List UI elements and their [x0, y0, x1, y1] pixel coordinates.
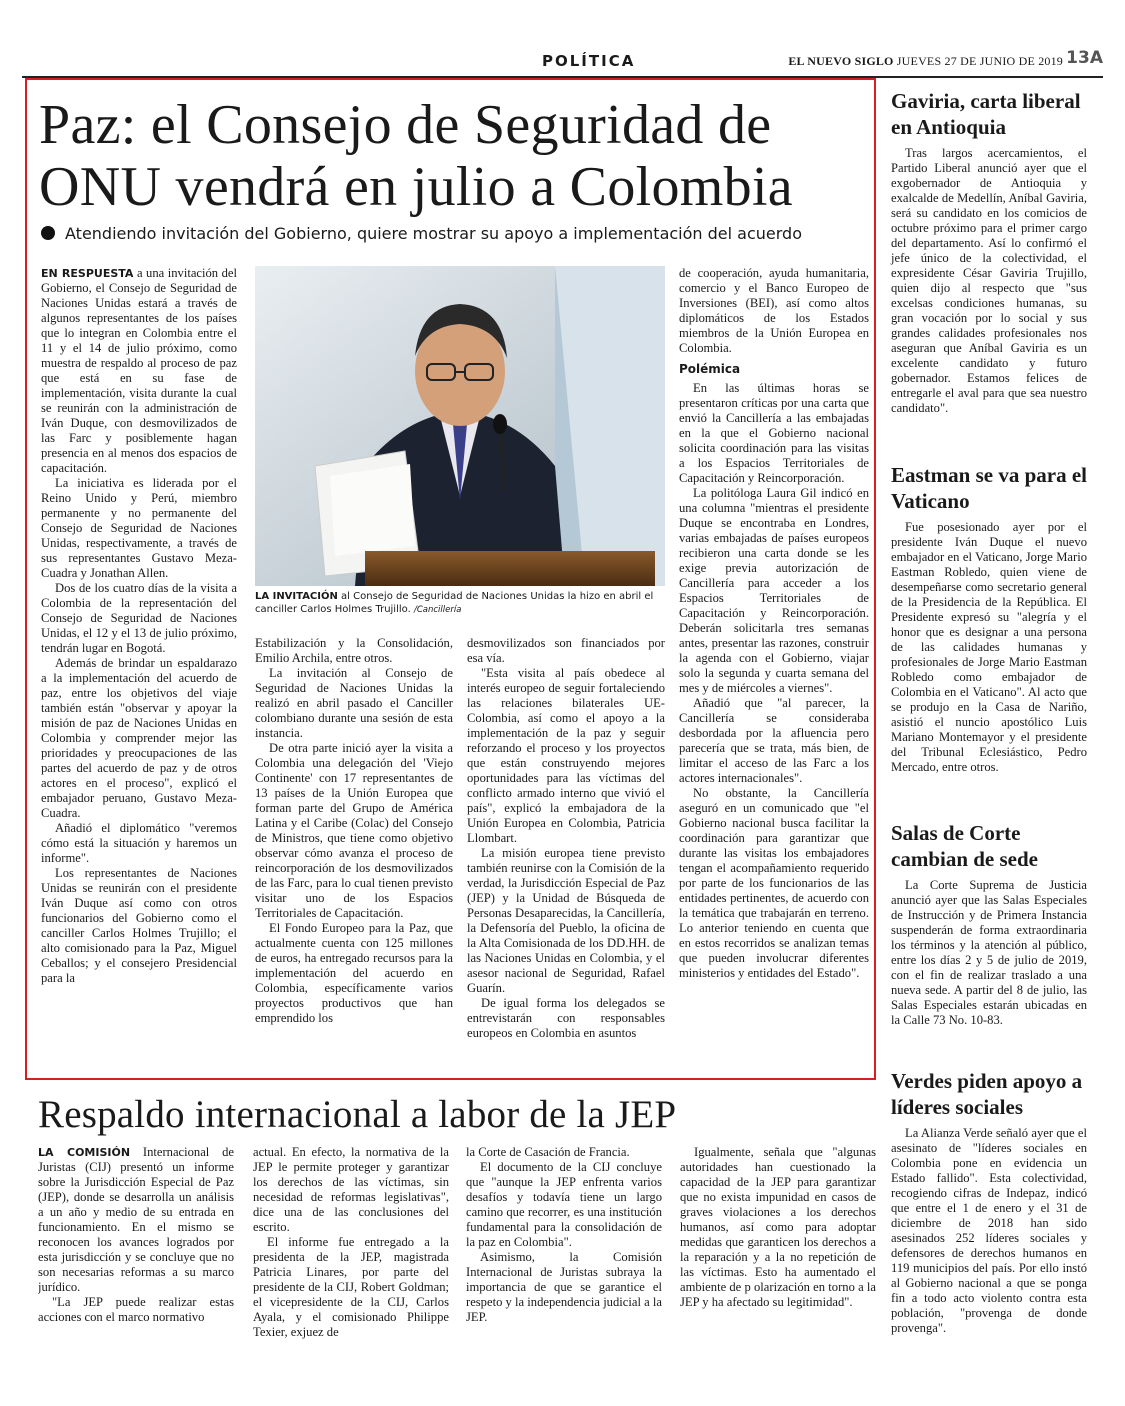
article-column-4 — [679, 266, 869, 1071]
article-paragraph: El informe fue entregado a la presidenta de la JEP, magistrada Patricia Linares, por parte del presidente de la CIJ, Robert Goldman; el vicepresidente de la CIJ, Carlos Ayala, y el comisionado Philippe Texier, exjuez de — [253, 1235, 449, 1339]
article-paragraph: El Fondo Europeo para la Paz, que actualmente cuenta con 125 millones de euros, ha entregado recursos para la implementación del acuerdo en Colombia, específicamente varios proyectos productivos que han emprendido los — [255, 921, 453, 1025]
article-paragraph: actual. En efecto, la normativa de la JEP le permite proteger y garantizar los derechos de las víctimas, sin necesidad de reformas legislativas", dice una de las conclusiones del escrito. — [253, 1145, 449, 1234]
bottom-column-2 — [253, 1145, 449, 1380]
article-paragraph: "La JEP puede realizar estas acciones con el marco normativo — [38, 1295, 234, 1324]
section-subtitle: Polémica — [679, 362, 741, 376]
sidebar-brief — [891, 88, 1087, 416]
main-article — [25, 78, 876, 1080]
article-paragraph — [38, 1145, 234, 1295]
article-paragraph: De otra parte inició ayer la visita a Colombia una delegación del 'Viejo Continente' con 17 representantes de 13 países de la Unión Europea que forman parte del Grupo de América Latina y el Caribe (Colac) del Consejo de Ministros, que tiene como objetivo observar cómo avanza el proceso de reincorporación de los desmovilizados de las Farc, para lo cual tienen previsto visitar uno de los Espacios Territoriales de Capacitación. — [255, 741, 453, 920]
sidebar-brief-title: Gaviria, carta liberal en Antioquia — [891, 89, 1081, 139]
article-paragraph: Añadió que "al parecer, la Cancillería se consideraba desbordada por la afluencia pero parecería que se trata, más bien, de limitar el acceso de las Farc a los actores internacionales". — [679, 696, 869, 785]
sidebar-brief — [891, 1068, 1087, 1336]
article-paragraph: No obstante, la Cancillería aseguró en un comunicado que "el Gobierno nacional busca facilitar la coordinación para garantizar que durante las visitas los embajadores tengan el acompañamiento requerido por parte de los funcionarios de las entidades pertinentes, de acuerdo con la temática que trabajarán en terreno. Lo anterior teniendo en cuenta que en estos recorridos se analizan temas que pueden involucrar diferentes ministerios y entidades del Estado". — [679, 786, 869, 980]
article-paragraph: La politóloga Laura Gil indicó en una columna "mientras el presidente Duque se encontraba en Londres, varias embajadas de países europeos recibieron una carta donde se les exige previa autorización de Cancillería para acceder a los Espacios Territoriales de Capacitación y Reincorporación. Deberán solicitarla tres semanas antes, presentar las razones, construir la agenda con el Gobierno, viajar solo la segunda y cuarta semana del mes y de miércoles a viernes". — [679, 486, 869, 695]
sidebar-brief-text: Fue posesionado ayer por el presidente Iván Duque el nuevo embajador en el Vaticano, Jorge Mario Eastman Robledo, quien viene de desempeñarse como secretario general de la Presidencia de la República. El Presidente expresó su "alegría y el honor que es designar a una persona de las calidades humanas y profesionales de Jorge Mario Eastman Robledo como embajador de Colombia en el Vaticano". Al acto que se produjo en la Casa de Nariño, asistió el nuncio apostólico Luis Mariano Montemayor y el presidente del Tribunal Eclesiástico, Pedro Mercado, entre otros. — [891, 520, 1087, 774]
photo-caption — [255, 590, 665, 617]
bottom-column-1 — [38, 1145, 234, 1380]
lead-word: LA COMISIÓN — [38, 1146, 131, 1159]
page-number: 13A — [1066, 48, 1103, 68]
lead-word: EN RESPUESTA — [41, 267, 134, 280]
section-title: POLÍTICA — [542, 52, 636, 70]
article-paragraph: Igualmente, señala que "algunas autoridades han cuestionado la capacidad de la JEP para garantizar que no exista impunidad en casos de graves violaciones a los derechos humanos, así como para adoptar medidas que garanticen los derechos a la reparación y a la no repetición de las víctimas. Esto ha aumentado el ambiente de p olarización en torno a la JEP y ha afectado su legitimidad". — [680, 1145, 876, 1309]
article-paragraph: "Esta visita al país obedece al interés europeo de seguir fortaleciendo las relaciones bilaterales UE-Colombia, así como el apoyo a la implementación de la paz y seguir reforzando el proceso y los proyectos que están construyendo mejores oportunidades para las víctimas del conflicto armado interno que vivió el país", explicó la embajadora de la Unión Europea en Colombia, Patricia Llombart. — [467, 666, 665, 845]
subheadline-text: Atendiendo invitación del Gobierno, quiere mostrar su apoyo a implementación del acuerdo — [65, 224, 802, 243]
article-paragraph: de cooperación, ayuda humanitaria, comercio y el Banco Europeo de Inversiones (BEI), así como altos diplomáticos de los Estados miembros de la Unión Europea en Colombia. — [679, 266, 869, 355]
sidebar-brief-title: Eastman se va para el Vaticano — [891, 463, 1087, 513]
article-paragraph: En las últimas horas se presentaron críticas por una carta que envió la Cancillería a las embajadas en la que el Gobierno nacional solicita coordinación para las visitas a los Espacios Territoriales de Capacitación y Reincorporación. — [679, 381, 869, 485]
sidebar-brief-title: Verdes piden apoyo a líderes sociales — [891, 1069, 1083, 1119]
article-paragraph: Además de brindar un espaldarazo a la implementación del acuerdo de paz, entre los objetivos del viaje también están "observar y apoyar la misión de paz de Naciones Unidas en Colombia y comprender mejor las prioridades y preocupaciones de las partes del acuerdo de paz y de otros actores en el proceso", explicó el embajador peruano, Gustavo Meza-Cuadra. — [41, 656, 237, 820]
sidebar-brief-title: Salas de Corte cambian de sede — [891, 821, 1038, 871]
article-paragraph: Los representantes de Naciones Unidas se reunirán con el presidente Iván Duque así como con otros funcionarios del Gobierno como el canciller Carlos Holmes Trujillo; el alto comisionado para la Paz, Miguel Ceballos; y el consejero Presidencial para la — [41, 866, 237, 985]
bullet-icon — [41, 226, 55, 240]
article-paragraph: De igual forma los delegados se entrevistarán con responsables europeos en Colombia en asuntos — [467, 996, 665, 1040]
article-photo — [255, 266, 665, 586]
sidebar-brief — [891, 462, 1087, 775]
paper-name: EL NUEVO SIGLO — [788, 54, 894, 68]
caption-lead: LA INVITACIÓN — [255, 591, 338, 602]
article-column-3 — [467, 636, 665, 1071]
photo-credit: /Cancillería — [413, 605, 462, 615]
article-paragraph: Asimismo, la Comisión Internacional de Juristas subraya la importancia de que se garantice el respeto y la independencia judicial a la JEP. — [466, 1250, 662, 1324]
sidebar-brief-text: Tras largos acercamientos, el Partido Liberal anunció ayer que el exgobernador de Antioquia y exalcalde de Medellín, Aníbal Gaviria, será su candidato en los comicios de octubre próximo para el primer cargo del departamento. Así lo confirmó el jefe único de la colectividad, el expresidente César Gaviria Trujillo, quien dijo al respecto que "sus excelsas condiciones humanas, su gran vocación por lo social y sus grandes calidades profesionales nos aseguran que Aníbal Gaviria es un excelente candidato y futuro gobernador. Estamos felices de entregarle el aval para que sea nuestro candidato". — [891, 146, 1087, 415]
bottom-column-3 — [466, 1145, 662, 1380]
article-paragraph: desmovilizados son financiados por esa vía. — [467, 636, 665, 665]
article-paragraph: Estabilización y la Consolidación, Emilio Archila, entre otros. — [255, 636, 453, 665]
main-headline — [39, 94, 859, 218]
article-paragraph: La iniciativa es liderada por el Reino Unido y Perú, miembro permanente y no permanente del Consejo de Seguridad de Naciones Unidas, respectivamente, a través de sus representantes Gustavo Meza-Cuadra y Jonathan Allen. — [41, 476, 237, 580]
subheadline — [41, 224, 802, 243]
article-paragraph: El documento de la CIJ concluye que "aunque la JEP enfrenta varios desafíos y todavía tiene un largo camino que recorrer, es una institución fundamental para la consolidación de la paz en Colombia". — [466, 1160, 662, 1249]
page-header — [22, 48, 1103, 78]
sidebar-brief — [891, 820, 1087, 1028]
sidebar-brief-text: La Alianza Verde señaló ayer que el asesinato de "líderes sociales en Colombia pone en evidencia un Estado fallido". Esta colectividad, recogiendo cifras de Indepaz, indicó que entre el 1 de enero y el 31 de diciembre de 2018 han sido asesinados 252 líderes sociales y defensores de derechos humanos en 119 municipios del país. Por ello instó al Gobierno nacional a que se ponga fin a todo acto violento contra esta población, "provenga de donde provenga". — [891, 1126, 1087, 1335]
article-paragraph: La misión europea tiene previsto también reunirse con la Comisión de la verdad, la Jurisdicción Especial de Paz (JEP) y la Unidad de Búsqueda de Personas Desaparecidas, la Cancillería, la Defensoría del Pueblo, la oficina de la Alta Comisionada de los DD.HH. de las Naciones Unidas en Colombia, y el asesor nacional de Seguridad, Rafael Guarín. — [467, 846, 665, 995]
photo-illustration — [255, 266, 665, 586]
issue-date: JUEVES 27 DE JUNIO DE 2019 — [896, 54, 1063, 68]
article-column-2 — [255, 636, 453, 1071]
masthead — [788, 54, 1063, 69]
article-column-1 — [41, 266, 237, 1071]
caption-text: al Consejo de Seguridad de Naciones Unidas la hizo en abril el canciller Carlos Holmes Trujillo. — [255, 591, 654, 615]
article-paragraph: la Corte de Casación de Francia. — [466, 1145, 630, 1159]
article-paragraph: La invitación al Consejo de Seguridad de Naciones Unidas la realizó en abril pasado el Canciller colombiano durante una sesión de esta instancia. — [255, 666, 453, 740]
sidebar-brief-text: La Corte Suprema de Justicia anunció ayer que las Salas Especiales de Instrucción y de Primera Instancia suspenderán de forma extraordinaria los términos y la atención al público, entre los días 2 y 5 de julio de 2019, con el fin de realizar traslado a una nueva sede. A partir del 8 de julio, las Salas Especiales estarán ubicadas en la Calle 73 No. 10-83. — [891, 878, 1087, 1027]
headline-line-2: ONU vendrá en julio a Colombia — [39, 156, 793, 218]
article-paragraph: Añadió el diplomático "veremos cómo está la situación y haremos un informe". — [41, 821, 237, 865]
paragraph-text: a una invitación del Gobierno, el Consejo de Seguridad de Naciones Unidas estará a través de algunos representantes de los países que lo integran en Colombia entre el 11 y el 14 de julio próximo, como muestra de respaldo al proceso de paz que está en su fase de implementación, visita durante la cual se reunirán con la administración de Iván Duque, con desmovilizados de las Farc y posiblemente hagan presencia en al menos dos espacios de capacitación. — [41, 266, 237, 475]
article-paragraph: Dos de los cuatro días de la visita a Colombia de la representación del Consejo de Seguridad de Naciones Unidas, el 12 y el 13 de julio próximo, tendrán lugar en Bogotá. — [41, 581, 237, 655]
bottom-headline: Respaldo internacional a labor de la JEP — [38, 1093, 677, 1136]
article-paragraph — [41, 266, 237, 476]
headline-line-1: Paz: el Consejo de Seguridad de — [39, 94, 772, 156]
bottom-column-4 — [680, 1145, 876, 1380]
paragraph-text: Internacional de Juristas (CIJ) presentó un informe sobre la Jurisdicción Especial de Paz (JEP), donde se desarrolla un análisis a un año y medio de su entrada en funcionamiento. En el mismo se reconocen los avances logrados por esta jurisdicción y se concluye que no son necesarias reformas a su marco jurídico. — [38, 1145, 234, 1294]
